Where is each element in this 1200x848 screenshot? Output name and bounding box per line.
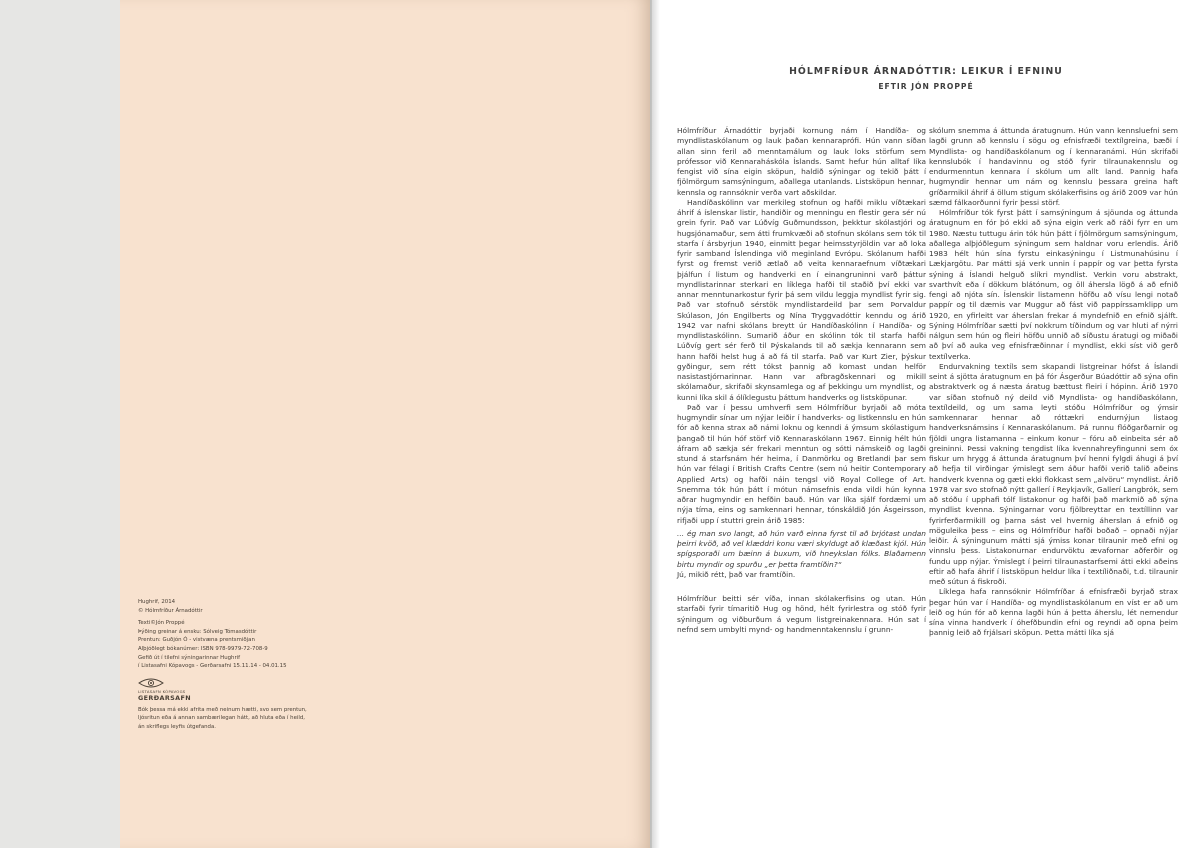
colophon-line: í Listasafni Kópavogs - Gerðarsafni 15.11.14 - 04.01.15 (138, 663, 287, 670)
colophon-line: Texti©Jón Proppé (138, 620, 185, 627)
colophon-line: Prentun: Guðjón Ó - vistvæna prentsmiðjan (138, 637, 255, 644)
paragraph: Hólmfríður tók fyrst þátt í samsýningum á sjöunda og áttunda áratugnum en fór þó ekki að sýna eigin verk að ráði fyrr en um 1980. Næstu tuttugu árin tók hún þátt í fjölmörgum samsýningum, aðallega alþjóðlegum sýningum sem haldnar voru erlendis. Árið 1983 hélt hún sína fyrstu einkasýningu í Listmunahúsinu í Lækjargötu. Þar mátti sjá verk unnin í pappír og var þetta fyrsta sýning á Íslandi helguð slíkri myndlist. Verkin voru abstrakt, svarthvít eða í dökkum blátónum, og öll áhersla lögð á að efnið fengi að njóta sín. Íslenskir listamenn höfðu að vísu lengi notað pappír og til dæmis var Muggur að fást við pappírssamklipp um 1920, en yfirleitt var áherslan frekar á myndefnið en efnið sjálft. Sýning Hólmfríðar sætti því nokkrum tíðindum og var hluti af nýrri nálgun sem hún og fleiri höfðu unnið að síðustu áratugi og miðaði að því að auka veg efnisfræðinnar í myndlist, ekki síst við gerð textílverka. (929, 208, 1178, 361)
legal-line: Bók þessa má ekki afrita með neinum hætti, svo sem prentun, (138, 706, 307, 713)
logo-small-text: LISTASAFN KÓPAVOGS (138, 688, 186, 694)
colophon-line: Gefið út í tilefni sýningarinnar Hughrif (138, 654, 241, 661)
colophon-line: Alþjóðlegt bókanúmer: ISBN 978-9979-72-708-9 (138, 645, 268, 652)
paragraph: Hólmfríður Árnadóttir byrjaði kornung nám í Handíða- og myndlistaskólanum og lauk þaðan kennaraprófi. Hún vann síðan allan sinn feril að menntamálum og lauk loks störfum sem prófessor við Kennaraháskóla Íslands. Samt hefur hún alltaf líka fengist við sína eigin sköpun, haldið sýningar og tekið þátt í fjölmörgum samsýningum, aðallega utanlands. Listsköpun hennar, kennsla og rannsóknir verða vart aðskildar. (677, 126, 926, 197)
article-title: HÓLMFRÍÐUR ÁRNADÓTTIR: LEIKUR Í EFNINU (789, 66, 1063, 77)
block-quote: ... ég man svo langt, að hún varð einna fyrst til að brjótast undan þeirri kvöð, að vel klæddri konu væri skyldugt að klæðast kjól. Hún spígsporaði um bæinn á buxum, við hneykslan fólks. Blaðamenn birtu myndir og spurðu „er þetta framtíðin?“ (677, 528, 926, 569)
paragraph: Það var í þessu umhverfi sem Hólmfríður byrjaði að móta hugmyndir sínar um nýjar leiðir í handverks- og listkennslu en hún fór að kenna strax að námi loknu og kenndi á ýmsum skólastigum þangað til hún hóf störf við Kennaraskólann 1967. Einnig hélt hún áfram að sækja sér frekari menntun og sótti námskeið og lagði stund á starfsnám hér heima, í Danmörku og Bretlandi þar sem hún var félagi í British Crafts Centre (sem nú heitir Contemporary Applied Arts) og hafði náin tengsl við Royal College of Art. Snemma tók hún þátt í mótun námsefnis enda vildi hún kynna aðrar hugmyndir en hefðin bauð. Hún var líka sjálf fordæmi um nýja tíma, eins og samkennari hennar, tónskáldið Jón Ásgeirsson, rifjaði upp í stuttri grein árið 1985: (677, 402, 926, 525)
paragraph: Hólmfríður beitti sér víða, innan skólakerfisins og utan. Hún starfaði fyrir tímaritið Hug og hönd, hélt fyrirlestra og stóð fyrir sýningum og viðburðum á vegum listgreinakennara. Hún sat í nefnd sem umbylti mynd- og handmenntakennslu í grunn- (677, 594, 926, 634)
legal-line: án skriflegs leyfis útgefanda. (138, 723, 216, 730)
colophon-line: © Hólmfríður Árnadóttir (138, 607, 203, 614)
colophon (138, 598, 348, 732)
paragraph: skólum snemma á áttunda áratugnum. Hún vann kennsluefni sem lagði grunn að kennslu í sögu og efnisfræði textílgreina, bæði í Myndlista- og handíðaskólanum og í kennaranámi. Hún skrifaði kennslubók í handavinnu og stóð fyrir tilraunakennslu og endurmenntun kennara í skólum um allt land. Þannig hafa hugmyndir hennar um nám og kennslu þessara greina haft gríðarmikil áhrif á öllum stigum skólakerfisins og árið 2009 var hún sæmd fálkaorðunni fyrir þessi störf. (929, 126, 1178, 207)
eye-logo-icon (138, 677, 164, 689)
article-byline: EFTIR JÓN PROPPÉ (878, 82, 974, 91)
logo-name-text: GERÐARSAFN (138, 693, 192, 702)
paragraph: Endurvakning textíls sem skapandi listgreinar hófst á Íslandi seint á sjötta áratugnum en þá fór Ásgerður Búadóttir að sýna ofin abstraktverk og á næsta áratug bættust fleiri í hópinn. Árið 1970 var síðan stofnuð ný deild við Myndlista- og handíðaskólann, textíldeild, og um sama leyti stóðu Hólmfríður og ýmsir samkennarar hennar að róttækri endurnýjun listaog handverksnámsins í Kennaraskólanum. Þá runnu flóðgarðarnir og fjöldi ungra listamanna – einkum konur – fóru að einbeita sér að greininni. Þessi vakning tengdist líka kvennahreyfingunni sem óx fiskur um hrygg á áttunda áratugnum því henni fylgdi áhugi á því að hefja til virðingar ýmislegt sem áður hafði verið talið aðeins handverk kvenna og gæti ekki flokkast sem „alvöru“ myndlist. Árið 1978 var svo stofnað nýtt gallerí í Reykjavík, Gallerí Langbrók, sem að stóðu í upphafi tólf listakonur og hafði það markmið að sýna myndlist kvenna. Sýningarnar voru fjölbreyttar en textíllinn var fyrirferðarmikill og þarna sást vel hvernig áherslan á efnið og möguleika þess – eins og Hólmfríður hafði boðað – opnaði nýjar leiðir. Á sýningunum mátti sjá ýmiss konar tilraunir með efni og vinnslu þess. Listakonurnar endurvöktu ævafornar aðferðir og fundu upp nýjar. Ýmislegt í þeirri tilraunastarfsemi átti ekki aðeins eftir að hafa áhrif í listsköpun heldur líka í textíliðnaði, t.d. tilraunir með sútun á fiskroði. (929, 361, 1178, 586)
text-column-right (929, 126, 1178, 639)
colophon-line: Hughrif, 2014 (138, 599, 176, 605)
text-column-left (677, 126, 926, 635)
copyright-notice (138, 706, 348, 732)
quote-remark: Jú, mikið rétt, það var framtíðin. (677, 569, 796, 579)
colophon-line: Þýðing greinar á ensku: Sólveig Tómasdóttir (138, 628, 257, 635)
paragraph: Handíðaskólinn var merkileg stofnun og hafði miklu víðtækari áhrif á íslenskar listir, handiðir og menningu en flestir gera sér nú grein fyrir. Það var Lúðvíg Guðmundsson, þekktur skólastjóri og hugsjónamaður, sem átti frumkvæði að stofnun skólans sem tók til starfa í ársbyrjun 1940, einmitt þegar heimsstyrjöldin var að loka fyrir samband Íslendinga við meginland Evrópu. Skólanum hafði fyrst og fremst verið ætlað að veita kennaraefnum víðtækari þjálfun í listum og handverki en í einangruninni varð þáttur myndlistarinnar sterkari en líklega hafði til staðið því ekki var annar menntunarkostur fyrir þá sem vildu leggja myndlist fyrir sig. Það var stofnuð sérstök myndlistardeild þar sem Þorvaldur Skúlason, Jón Engilberts og Nína Tryggvadóttir kenndu og árið 1942 var nafni skólans breytt úr Handíðaskólinn í Handíða- og myndlistaskólinn. Sumarið áður en skólinn tók til starfa hafði Lúðvíg gert sér ferð til Þýskalands til að sækja kennarann sem hann hafði helst hug á að fá til starfa. Það var Kurt Zier, þýskur gyðingur, sem rétt tókst þannig að komast undan helför nasistastjórnarinnar. Hann var afbragðskennari og mikill skólamaður, skrifaði skynsamlega og af þekkingu um myndlist, og kunni líka skil á ólíklegustu þáttum handverks og listsköpunar. (677, 197, 926, 402)
page-fold (650, 0, 660, 848)
gerdarsafn-logo (138, 677, 348, 702)
legal-line: ljósritun eða á annan sambærilegan hátt, að hluta eða í heild, (138, 715, 306, 722)
paragraph: Líklega hafa rannsóknir Hólmfríðar á efnisfræði byrjað strax þegar hún var í Handíða- og myndlistaskólanum en víst er að um leið og hún fór að kenna lagði hún á þetta áherslu, lét nemendur sína vinna handverk í óhefðbundin efni og reyndi að opna þeim þannig leið að frjálsari sköpun. Þetta mátti líka sjá (929, 587, 1178, 638)
